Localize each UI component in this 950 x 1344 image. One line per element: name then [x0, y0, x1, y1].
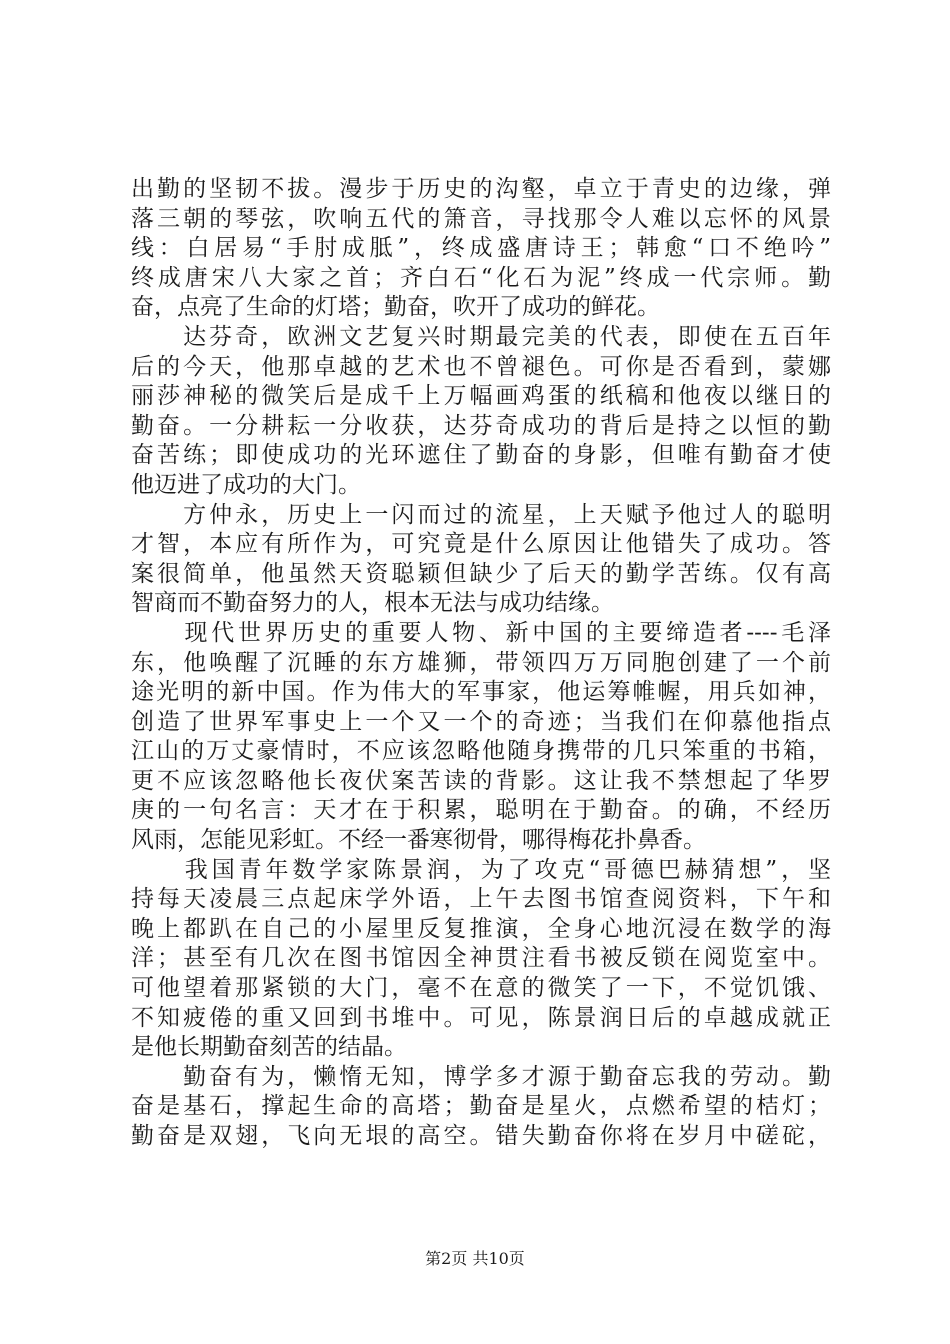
text-line: 方仲永，历史上一闪而过的流星，上天赋予他过人的聪明	[131, 501, 831, 528]
text-line: 风雨，怎能见彩虹。不经一番寒彻骨，哪得梅花扑鼻香。	[131, 827, 706, 854]
text-line: 不知疲倦的重又回到书堆中。可见，陈景润日后的卓越成就正	[131, 1004, 831, 1031]
text-line: 更不应该忽略他长夜伏案苦读的背影。这让我不禁想起了华罗	[131, 767, 831, 794]
text-line: 持每天凌晨三点起床学外语，上午去图书馆查阅资料，下午和	[131, 886, 831, 913]
text-line: 丽莎神秘的微笑后是成千上万幅画鸡蛋的纸稿和他夜以继日的	[131, 383, 831, 410]
text-line: 庚的一句名言：天才在于积累，聪明在于勤奋。的确，不经历	[131, 797, 831, 824]
body-text	[131, 175, 831, 1152]
text-line: 创造了世界军事史上一个又一个的奇迹；当我们在仰慕他指点	[131, 708, 831, 735]
text-line: 可他望着那紧锁的大门，毫不在意的微笑了一下，不觉饥饿、	[131, 975, 831, 1002]
text-line: 他迈进了成功的大门。	[131, 471, 361, 498]
text-line: 我国青年数学家陈景润，为了攻克“哥德巴赫猜想”，坚	[131, 856, 831, 883]
text-line: 勤奋有为，懒惰无知，博学多才源于勤奋忘我的劳动。勤	[131, 1063, 831, 1090]
text-line: 奋是基石，撑起生命的高塔；勤奋是星火，点燃希望的桔灯；	[131, 1093, 831, 1120]
text-line: 达芬奇，欧洲文艺复兴时期最完美的代表，即使在五百年	[131, 323, 831, 350]
text-line: 落三朝的琴弦，吹响五代的箫音，寻找那令人难以忘怀的风景	[131, 205, 831, 232]
text-line: 案很简单，他虽然天资聪颖但缺少了后天的勤学苦练。仅有高	[131, 560, 831, 587]
text-line: 出勤的坚韧不拔。漫步于历史的沟壑，卓立于青史的边缘，弹	[131, 176, 831, 202]
text-line: 是他长期勤奋刻苦的结晶。	[131, 1034, 407, 1061]
text-line: 终成唐宋八大家之首；齐白石“化石为泥”终成一代宗师。勤	[131, 264, 831, 291]
text-line: 江山的万丈豪情时，不应该忽略他随身携带的几只笨重的书箱，	[131, 738, 831, 765]
text-line: 途光明的新中国。作为伟大的军事家，他运筹帷幄，用兵如神，	[131, 679, 831, 706]
text-line: 晚上都趴在自己的小屋里反复推演，全身心地沉浸在数学的海	[131, 915, 831, 942]
text-line: 现代世界历史的重要人物、新中国的主要缔造者----毛泽	[131, 619, 831, 646]
text-line: 奋苦练；即使成功的光环遮住了勤奋的身影，但唯有勤奋才使	[131, 442, 831, 469]
text-line: 线：白居易“手肘成胝”，终成盛唐诗王；韩愈“口不绝吟”	[131, 235, 831, 262]
text-line: 才智，本应有所作为，可究竟是什么原因让他错失了成功。答	[131, 531, 831, 558]
text-line: 洋；甚至有几次在图书馆因全神贯注看书被反锁在阅览室中。	[131, 945, 831, 972]
text-line: 东，他唤醒了沉睡的东方雄狮，带领四万万同胞创建了一个前	[131, 649, 831, 676]
text-line: 奋，点亮了生命的灯塔；勤奋，吹开了成功的鲜花。	[131, 294, 660, 321]
page-footer: 第2页 共10页	[425, 1249, 525, 1268]
text-line: 后的今天，他那卓越的艺术也不曾褪色。可你是否看到，蒙娜	[131, 353, 831, 380]
text-line: 勤奋。一分耕耘一分收获，达芬奇成功的背后是持之以恒的勤	[131, 412, 831, 439]
text-line: 智商而不勤奋努力的人，根本无法与成功结缘。	[131, 590, 614, 617]
text-line: 勤奋是双翅，飞向无垠的高空。错失勤奋你将在岁月中磋砣，	[131, 1123, 831, 1149]
